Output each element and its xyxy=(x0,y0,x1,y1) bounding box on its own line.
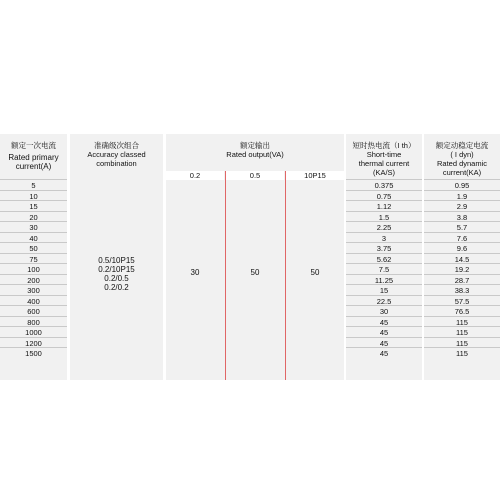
primary-current-row-line xyxy=(0,200,67,201)
primary-current-row-line xyxy=(0,284,67,285)
primary-current-row-line xyxy=(0,232,67,233)
header-rated-output-en: Rated output(VA) xyxy=(226,150,284,159)
short-time-row-line xyxy=(346,316,422,317)
primary-current-cell: 1200 xyxy=(25,338,42,348)
header-rated-primary-cn: 额定一次电流 xyxy=(11,141,56,150)
primary-current-row-line xyxy=(0,295,67,296)
dynamic-cell: 19.2 xyxy=(454,265,470,274)
header-accuracy-cn: 准确级次组合 xyxy=(94,141,139,150)
primary-current-cell: 10 xyxy=(29,191,38,201)
dynamic-row-line xyxy=(424,274,500,275)
dynamic-cell: 76.5 xyxy=(454,307,470,316)
primary-current-cell: 1500 xyxy=(25,349,42,358)
header-dynamic-en3: current(KA) xyxy=(442,168,482,177)
dynamic-row-line xyxy=(424,326,500,327)
dynamic-row-line xyxy=(424,253,500,254)
primary-current-row-line xyxy=(0,305,67,306)
subheader-output-10p15: 10P15 xyxy=(286,171,344,180)
short-time-row-line xyxy=(346,263,422,264)
header-accuracy-en2: combination xyxy=(96,159,137,168)
short-time-row-line xyxy=(346,295,422,296)
header-dynamic-en2: Rated dynamic xyxy=(436,159,488,168)
short-time-cell: 45 xyxy=(379,317,389,327)
primary-current-cell: 1000 xyxy=(25,328,42,337)
dynamic-cell: 115 xyxy=(456,349,468,358)
short-time-cell: 0.75 xyxy=(376,191,392,201)
primary-current-row-line xyxy=(0,263,67,264)
primary-current-row-line xyxy=(0,347,67,348)
header-short-time-en3: (KA/S) xyxy=(372,168,396,177)
subheader-output-0.2: 0.2 xyxy=(166,171,224,180)
short-time-cell: 45 xyxy=(379,328,389,337)
dynamic-row-line xyxy=(424,190,500,191)
primary-current-cell: 50 xyxy=(29,244,38,253)
dynamic-cell: 7.6 xyxy=(456,233,468,243)
header-accuracy-en1: Accuracy classed xyxy=(87,150,146,159)
dynamic-row-line xyxy=(424,232,500,233)
primary-current-row-line xyxy=(0,274,67,275)
primary-current-cell: 400 xyxy=(27,296,40,306)
dynamic-row-line xyxy=(424,200,500,201)
short-time-cell: 3 xyxy=(381,233,387,243)
short-time-row-line xyxy=(346,200,422,201)
header-short-time-cn: 短时热电流（I th） xyxy=(352,141,416,150)
primary-current-cell: 15 xyxy=(29,202,38,211)
short-time-cell: 45 xyxy=(379,338,389,348)
primary-current-row-line xyxy=(0,179,67,180)
header-short-time xyxy=(346,141,422,177)
primary-current-row-line xyxy=(0,242,67,243)
short-time-row-line xyxy=(346,305,422,306)
short-time-row-line xyxy=(346,253,422,254)
accuracy-combo-1: 0.5/10P15 xyxy=(98,256,135,265)
dynamic-row-line xyxy=(424,242,500,243)
short-time-cell: 30 xyxy=(379,307,389,316)
primary-current-cell: 800 xyxy=(27,317,40,327)
primary-current-cell: 75 xyxy=(29,254,38,264)
primary-current-cell: 200 xyxy=(27,275,40,285)
short-time-cell: 2.25 xyxy=(376,223,392,232)
dynamic-cell: 1.9 xyxy=(456,191,468,201)
accuracy-combo-4: 0.2/0.2 xyxy=(104,283,129,292)
primary-current-cell: 40 xyxy=(29,233,38,243)
subheader-output-0.5: 0.5 xyxy=(226,171,284,180)
dynamic-cell: 5.7 xyxy=(456,223,468,232)
dynamic-cell: 2.9 xyxy=(456,202,468,211)
short-time-row-line xyxy=(346,326,422,327)
primary-current-row-line xyxy=(0,211,67,212)
header-rated-primary xyxy=(0,141,67,171)
dynamic-row-line xyxy=(424,295,500,296)
header-dynamic xyxy=(424,141,500,177)
output-value-0.2: 30 xyxy=(190,268,200,277)
header-dynamic-en1: ( I dyn) xyxy=(450,150,474,159)
dynamic-row-line xyxy=(424,316,500,317)
primary-current-row-line xyxy=(0,337,67,338)
accuracy-combos xyxy=(70,256,163,292)
dynamic-cell: 3.8 xyxy=(456,212,468,222)
header-short-time-en2: thermal current xyxy=(358,159,410,168)
dynamic-cell: 115 xyxy=(456,328,468,337)
dynamic-cell: 115 xyxy=(456,317,468,327)
output-value-0.5: 50 xyxy=(250,268,260,277)
primary-current-cell: 100 xyxy=(27,265,40,274)
short-time-row-line xyxy=(346,179,422,180)
header-rated-primary-en2: current(A) xyxy=(15,162,52,171)
dynamic-cell: 115 xyxy=(456,338,468,348)
dynamic-row-line xyxy=(424,347,500,348)
dynamic-cell: 14.5 xyxy=(454,254,470,264)
header-rated-output xyxy=(166,141,344,159)
primary-current-cell: 600 xyxy=(27,307,40,316)
short-time-cell: 1.12 xyxy=(376,202,392,211)
dynamic-cell: 0.95 xyxy=(454,181,470,190)
dynamic-row-line xyxy=(424,284,500,285)
short-time-row-line xyxy=(346,211,422,212)
short-time-row-line xyxy=(346,274,422,275)
dynamic-row-line xyxy=(424,221,500,222)
short-time-cell: 3.75 xyxy=(376,244,392,253)
accuracy-combo-3: 0.2/0.5 xyxy=(104,274,129,283)
dynamic-cell: 38.3 xyxy=(454,286,470,295)
short-time-cell: 22.5 xyxy=(376,296,392,306)
short-time-cell: 45 xyxy=(379,349,389,358)
output-value-10p15: 50 xyxy=(310,268,320,277)
short-time-row-line xyxy=(346,242,422,243)
header-short-time-en1: Short-time xyxy=(366,150,402,159)
short-time-row-line xyxy=(346,190,422,191)
accuracy-combo-2: 0.2/10P15 xyxy=(98,265,135,274)
primary-current-cell: 20 xyxy=(29,212,38,222)
primary-current-row-line xyxy=(0,326,67,327)
primary-current-cell: 5 xyxy=(31,181,36,190)
primary-current-row-line xyxy=(0,253,67,254)
dynamic-row-line xyxy=(424,305,500,306)
short-time-row-line xyxy=(346,221,422,222)
short-time-row-line xyxy=(346,284,422,285)
short-time-cell: 15 xyxy=(379,286,389,295)
short-time-row-line xyxy=(346,337,422,338)
short-time-row-line xyxy=(346,347,422,348)
dynamic-row-line xyxy=(424,179,500,180)
dynamic-cell: 9.6 xyxy=(456,244,468,253)
primary-current-cell: 300 xyxy=(27,286,40,295)
primary-current-row-line xyxy=(0,221,67,222)
dynamic-cell: 28.7 xyxy=(454,275,470,285)
primary-current-row-line xyxy=(0,316,67,317)
short-time-cell: 11.25 xyxy=(374,275,394,285)
primary-current-row-line xyxy=(0,190,67,191)
short-time-cell: 0.375 xyxy=(374,181,394,190)
header-rated-output-cn: 额定输出 xyxy=(240,141,270,150)
dynamic-cell: 57.5 xyxy=(454,296,470,306)
short-time-cell: 1.5 xyxy=(378,212,390,222)
short-time-cell: 5.62 xyxy=(376,254,392,264)
header-dynamic-cn: 额定动稳定电流 xyxy=(435,141,489,150)
short-time-cell: 7.5 xyxy=(378,265,390,274)
header-accuracy xyxy=(70,141,163,168)
primary-current-cell: 30 xyxy=(29,223,38,232)
short-time-row-line xyxy=(346,232,422,233)
dynamic-row-line xyxy=(424,263,500,264)
header-rated-primary-en1: Rated primary xyxy=(8,153,59,162)
dynamic-row-line xyxy=(424,211,500,212)
dynamic-row-line xyxy=(424,337,500,338)
